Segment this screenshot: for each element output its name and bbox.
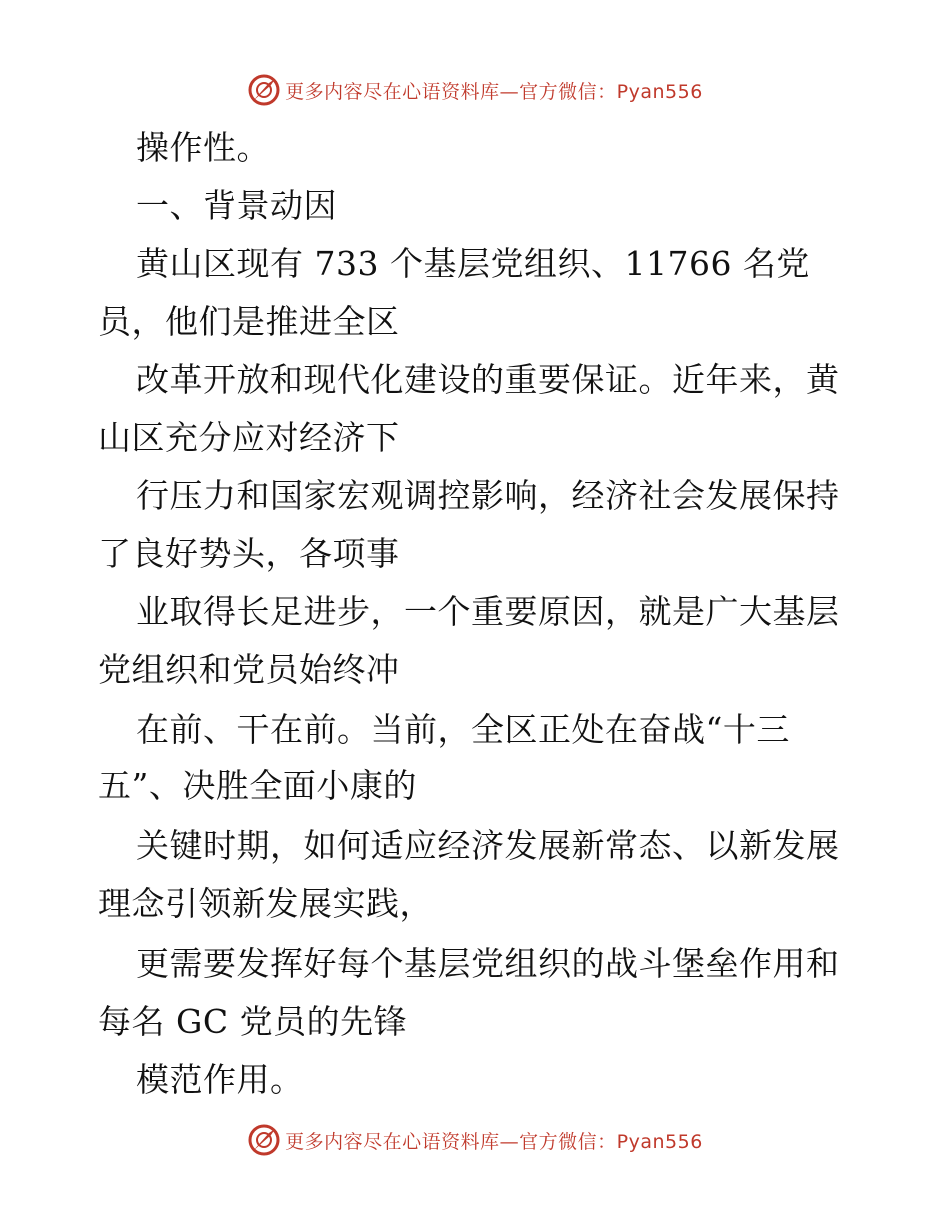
watermark-text: 更多内容尽在心语资料库—官方微信：Pyan556	[285, 1130, 703, 1153]
watermark-text: 更多内容尽在心语资料库—官方微信：Pyan556	[285, 80, 703, 103]
body-line: 黄山区现有 733 个基层党组织、11766 名党	[136, 244, 810, 283]
body-line: 员，他们是推进全区	[98, 302, 400, 341]
body-line: 在前、干在前。当前，全区正处在奋战“十三	[136, 710, 790, 749]
body-line: 了良好势头，各项事	[98, 534, 400, 573]
footer-watermark	[0, 1120, 950, 1160]
body-line: 行压力和国家宏观调控影响，经济社会发展保持	[136, 476, 840, 515]
body-line: 模范作用。	[136, 1060, 304, 1099]
body-line: 更需要发挥好每个基层党组织的战斗堡垒作用和	[136, 944, 840, 983]
body-line: 山区充分应对经济下	[98, 418, 400, 457]
body-line: 党组织和党员始终冲	[98, 650, 400, 689]
section-heading: 一、背景动因	[136, 186, 337, 225]
body-line: 操作性。	[136, 128, 270, 167]
body-line: 每名 GC 党员的先锋	[98, 1002, 408, 1041]
body-line: 业取得长足进步，一个重要原因，就是广大基层	[136, 592, 840, 631]
body-line: 改革开放和现代化建设的重要保证。近年来，黄	[136, 360, 840, 399]
body-line: 理念引领新发展实践，	[98, 884, 433, 923]
body-line: 关键时期，如何适应经济发展新常态、以新发展	[136, 826, 840, 865]
body-line: 五”、决胜全面小康的	[98, 766, 417, 805]
quill-circle-logo-icon	[247, 1123, 281, 1157]
